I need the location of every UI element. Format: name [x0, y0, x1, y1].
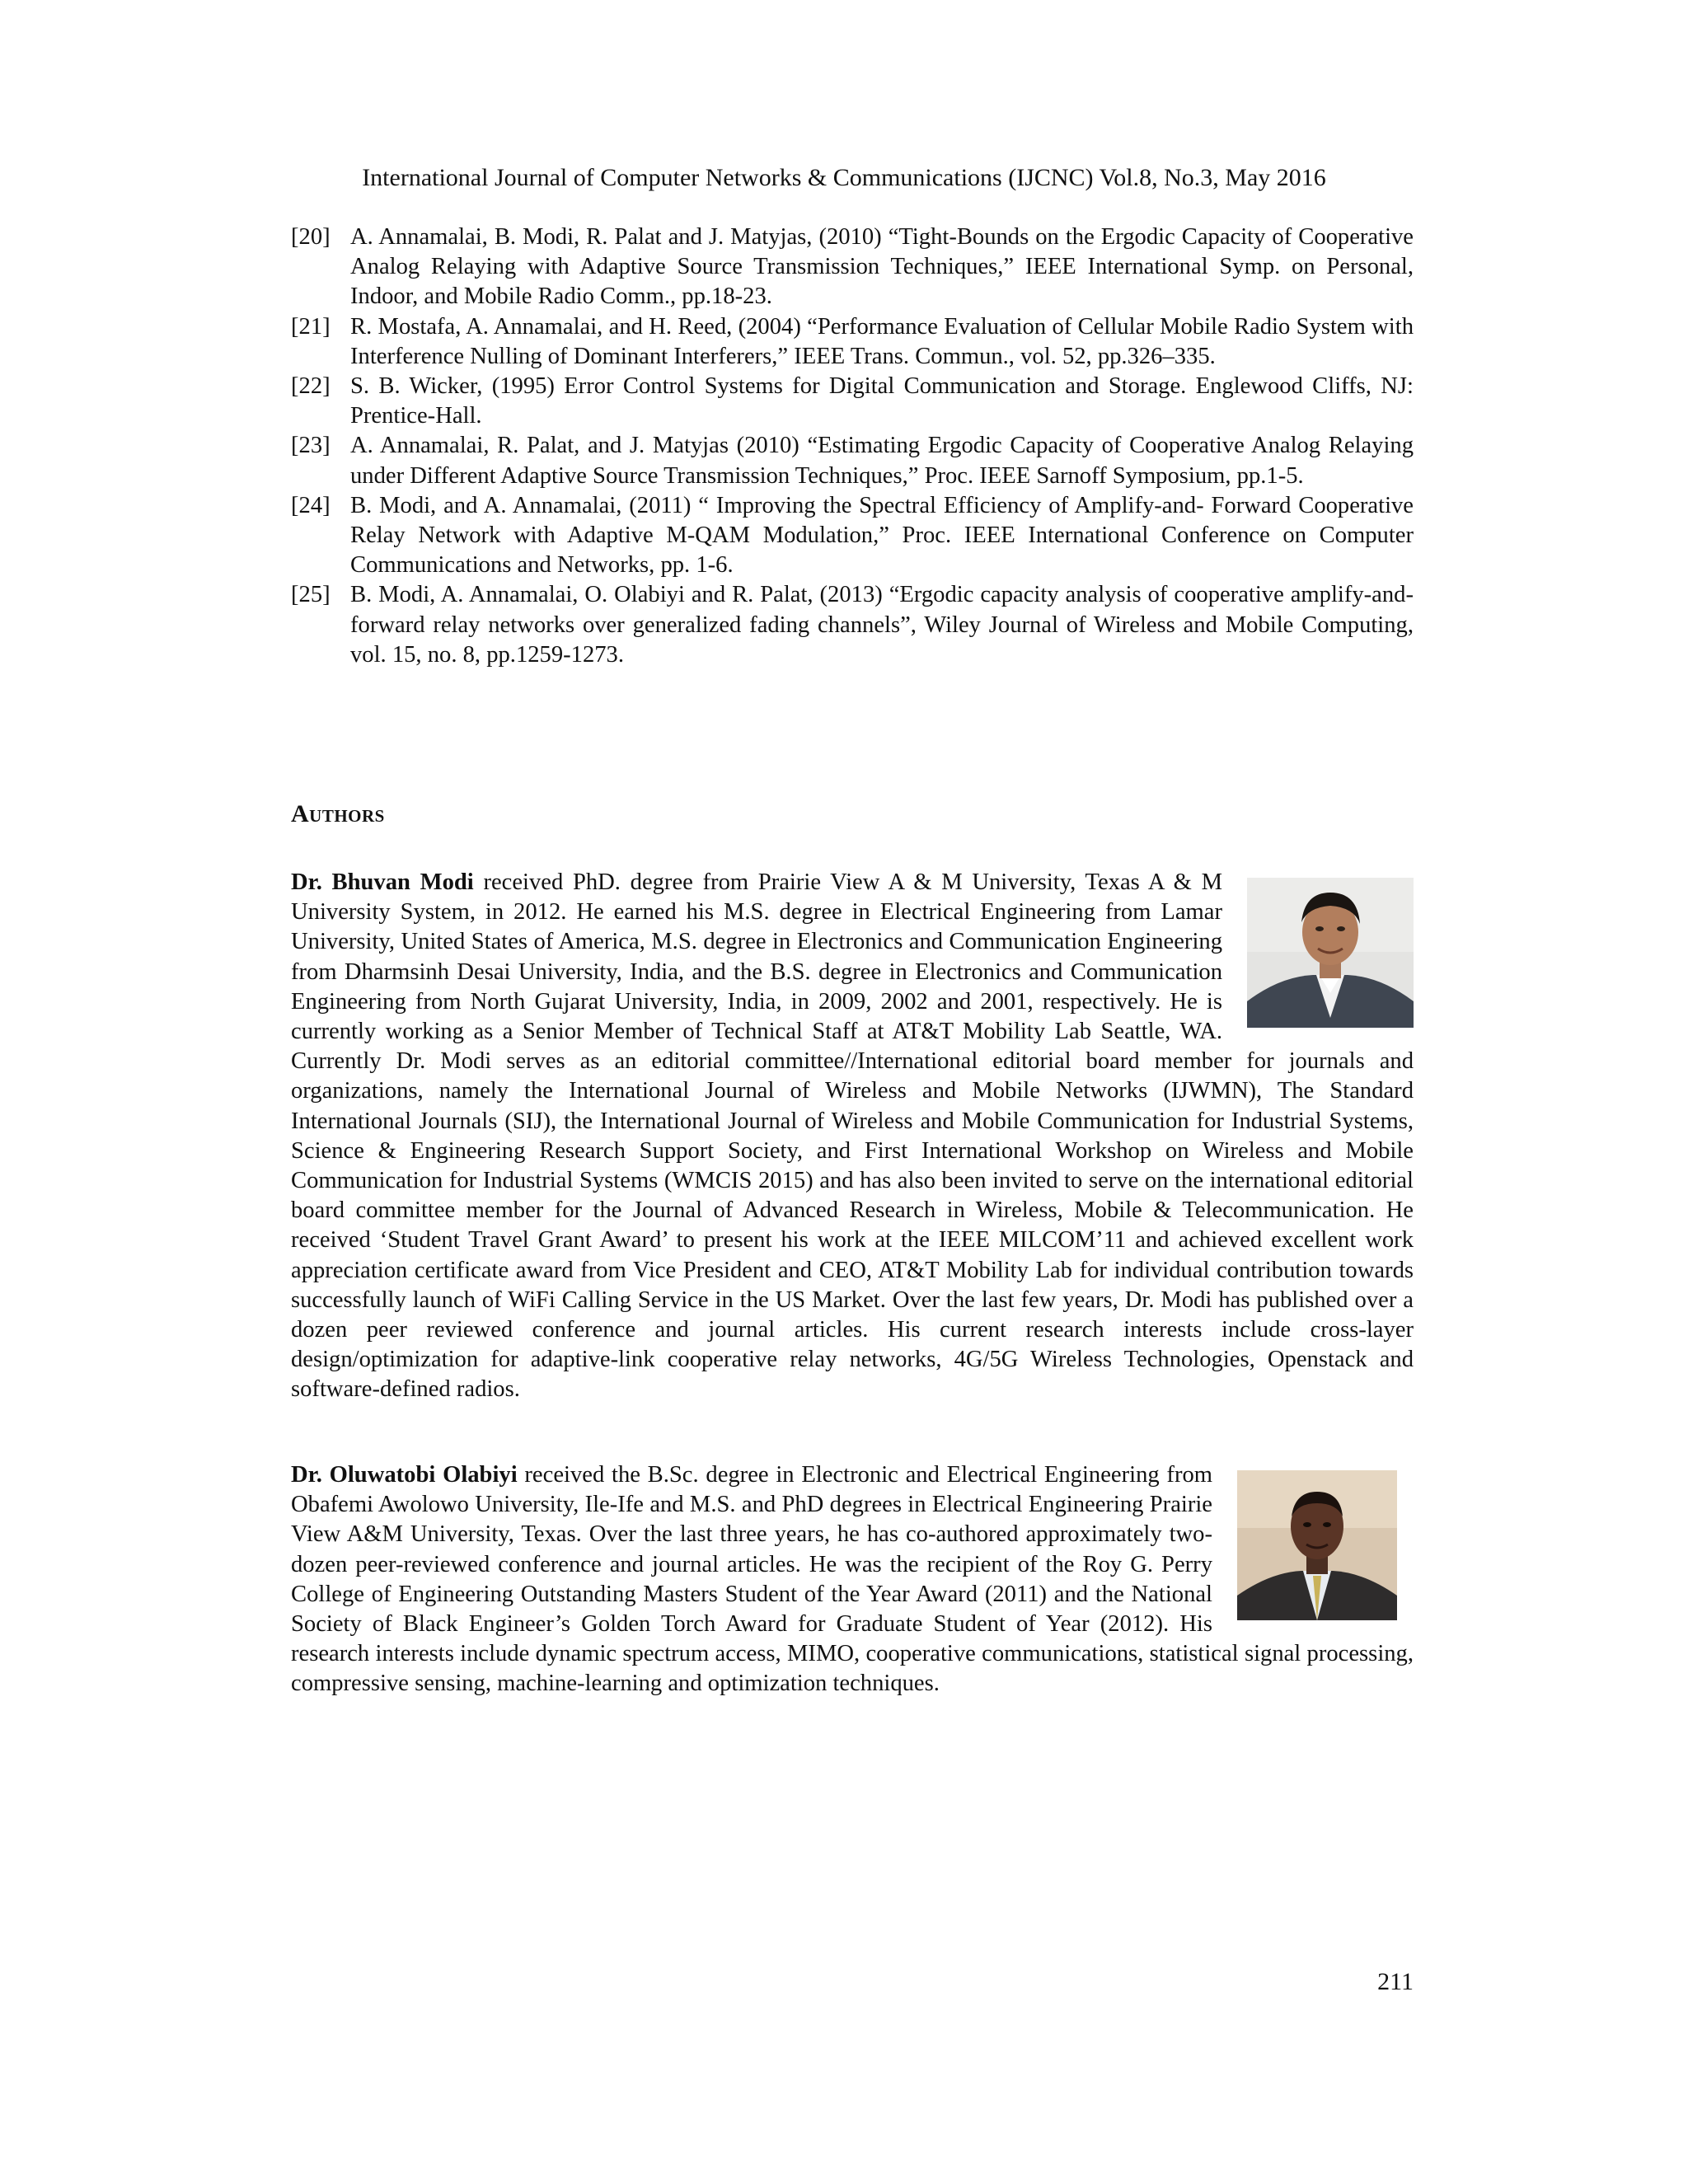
author-bio-text: received the B.Sc. degree in Electronic and Electrical Engineering from Obafemi Awolowo University, Ile-Ife and M.S. and PhD degrees in Electrical Engineering Prairie View A&M University, Texas. Over the last three years, he has co-authored approximately two-dozen peer-reviewed conference and journal articles. He was the recipient of the Roy G. Perry College of Engineering Outstanding Masters Student of the Year Award (2011) and the National Society of Black Engineer’s Golden Torch Award for Graduate Student of Year (2012). His research interests include dynamic spectrum access, MIMO, cooperative communications, statistical signal processing, compressive sensing, machine-learning and optimization techniques.	[291, 1462, 1414, 1697]
reference-item	[291, 491, 1414, 581]
page-number: 211	[1377, 1968, 1414, 1995]
reference-item	[291, 580, 1414, 670]
reference-text: A. Annamalai, R. Palat, and J. Matyjas (2010) “Estimating Ergodic Capacity of Cooperative Analog Relaying under Different Adaptive Source Transmission Techniques,” Proc. IEEE Sarnoff Symposium, pp.1-5.	[350, 433, 1414, 489]
reference-text: B. Modi, and A. Annamalai, (2011) “ Improving the Spectral Efficiency of Amplify-and- Forward Cooperative Relay Network with Adaptive M-QAM Modulation,” Proc. IEEE International Conference on Computer Communications and Networks, pp. 1-6.	[350, 492, 1414, 579]
reference-text: B. Modi, A. Annamalai, O. Olabiyi and R. Palat, (2013) “Ergodic capacity analysis of cooperative amplify-and-forward relay networks over generalized fading channels”, Wiley Journal of Wireless and Mobile Computing, vol. 15, no. 8, pp.1259-1273.	[350, 582, 1414, 668]
author-name: Dr. Bhuvan Modi	[291, 869, 474, 895]
reference-text: S. B. Wicker, (1995) Error Control Systems for Digital Communication and Storage. Englewood Cliffs, NJ: Prentice-Hall.	[350, 373, 1414, 429]
reference-number: [20]	[291, 224, 331, 250]
author-bio	[291, 868, 1414, 1405]
running-header: International Journal of Computer Networks & Communications (IJCNC) Vol.8, No.3, May 2016	[362, 164, 1326, 191]
reference-text: R. Mostafa, A. Annamalai, and H. Reed, (2004) “Performance Evaluation of Cellular Mobile Radio System with Interference Nulling of Dominant Interferers,” IEEE Trans. Commun., vol. 52, pp.326–335.	[350, 313, 1414, 369]
reference-item	[291, 223, 1414, 312]
author-photo	[1247, 878, 1414, 1028]
reference-number: [24]	[291, 492, 331, 518]
reference-list	[291, 223, 1414, 670]
reference-item	[291, 312, 1414, 372]
author-bio	[291, 1460, 1414, 1699]
author-photo	[1237, 1470, 1397, 1620]
author-name: Dr. Oluwatobi Olabiyi	[291, 1462, 518, 1488]
reference-text: A. Annamalai, B. Modi, R. Palat and J. Matyjas, (2010) “Tight-Bounds on the Ergodic Capacity of Cooperative Analog Relaying with Adaptive Source Transmission Techniques,” IEEE International Symp. on Personal, Indoor, and Mobile Radio Comm., pp.18-23.	[350, 224, 1414, 310]
author-bio-text: received PhD. degree from Prairie View A & M University, Texas A & M University System, in 2012. He earned his M.S. degree in Electrical Engineering from Lamar University, United States of America, M.S. degree in Electronics and Communication Engineering from Dharmsinh Desai University, India, and the B.S. degree in Electronics and Communication Engineering from North Gujarat University, India, in 2009, 2002 and 2001, respectively. He is currently working as a Senior Member of Technical Staff at AT&T Mobility Lab Seattle, WA. Currently Dr. Modi serves as an editorial committee//International editorial board member for journals and organizations, namely the International Journal of Wireless and Mobile Networks (IJWMN), The Standard International Journals (SIJ), the International Journal of Wireless and Mobile Communication for Industrial Systems, Science & Engineering Research Support Society, and First International Workshop on Wireless and Mobile Communication for Industrial Systems (WMCIS 2015) and has also been invited to serve on the international editorial board committee member for the Journal of Advanced Research in Wireless, Mobile & Telecommunication. He received ‘Student Travel Grant Award’ to present his work at the IEEE MILCOM’11 and achieved excellent work appreciation certificate award from Vice President and CEO, AT&T Mobility Lab for individual contribution towards successfully launch of WiFi Calling Service in the US Market. Over the last few years, Dr. Modi has published over a dozen peer reviewed conference and journal articles. His current research interests include cross-layer design/optimization for adaptive-link cooperative relay networks, 4G/5G Wireless Technologies, Openstack and software-defined radios.	[291, 869, 1414, 1403]
reference-item	[291, 431, 1414, 490]
reference-number: [25]	[291, 582, 331, 608]
authors-heading: Authors	[291, 800, 385, 827]
reference-item	[291, 372, 1414, 431]
reference-number: [22]	[291, 373, 331, 400]
reference-number: [21]	[291, 313, 331, 340]
reference-number: [23]	[291, 433, 331, 459]
